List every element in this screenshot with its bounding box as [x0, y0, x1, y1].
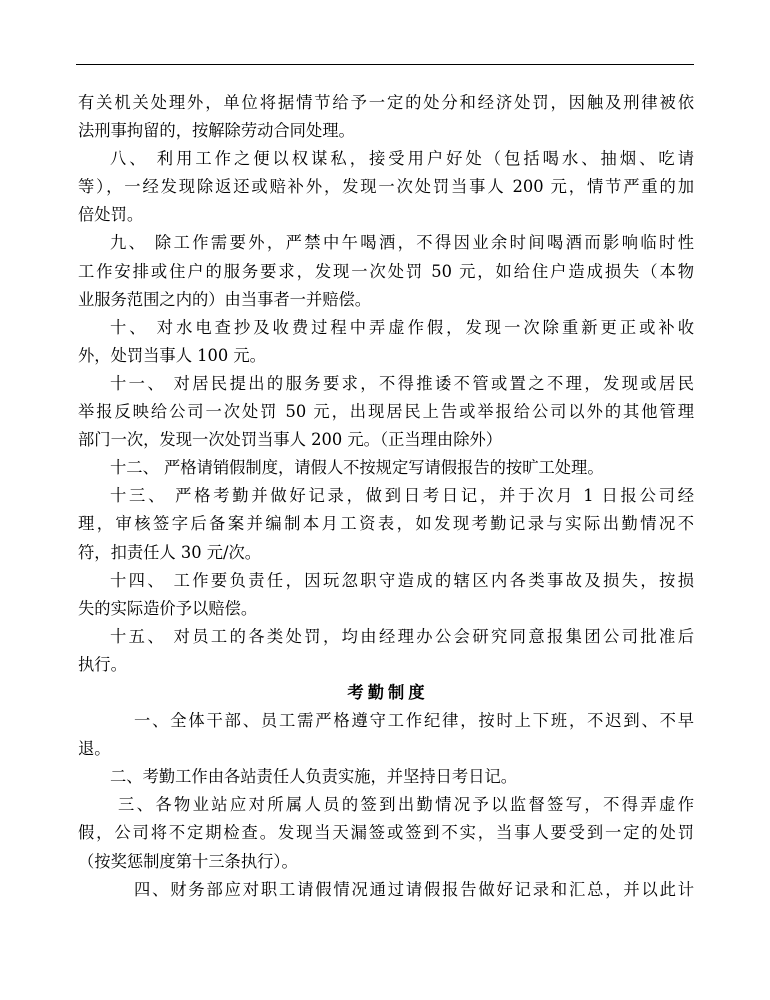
- clause-13-line: 十三、 严格考勤并做好记录，做到日考日记，并于次月 1 日报公司经: [110, 486, 694, 506]
- clause-14-line: 十四、 工作要负责任，因玩忽职守造成的辖区内各类事故及损失，按损: [110, 570, 694, 590]
- clause-12-line: 十二、 严格请销假制度，请假人不按规定写请假报告的按旷工处理。: [110, 458, 604, 478]
- header-rule: [76, 64, 694, 65]
- text-line: 等），一经发现除返还或赔补外，发现一次处罚当事人 200 元，情节严重的加: [78, 177, 694, 197]
- attendance-item-3-line: 三、各物业站应对所属人员的签到出勤情况予以监督签写，不得弄虚作: [118, 795, 694, 815]
- clause-10-line: 十、 对水电查抄及收费过程中弄虚作假，发现一次除重新更正或补收: [110, 317, 694, 337]
- text-line: （按奖惩制度第十三条执行）。: [78, 851, 298, 871]
- document-body: [78, 89, 694, 904]
- text-line: 符，扣责任人 30 元/次。: [78, 542, 262, 562]
- text-line: 理，审核签字后备案并编制本月工资表，如发现考勤记录与实际出勤情况不: [78, 514, 694, 534]
- text-line: 假，公司将不定期检查。发现当天漏签或签到不实，当事人要受到一定的处罚: [78, 823, 694, 843]
- text-line: 退。: [78, 739, 111, 759]
- clause-15-line: 十五、 对员工的各类处罚，均由经理办公会研究同意报集团公司批准后: [110, 626, 694, 646]
- text-line: 法刑事拘留的，按解除劳动合同处理。: [78, 121, 355, 141]
- text-line: 部门一次，发现一次处罚当事人 200 元。（正当理由除外）: [78, 430, 503, 450]
- clause-8-line: 八、 利用工作之便以权谋私，接受用户好处（包括喝水、抽烟、吃请: [110, 149, 694, 169]
- text-line: 外，处罚当事人 100 元。: [78, 345, 266, 365]
- text-line: 举报反映给公司一次处罚 50 元，出现居民上告或举报给公司以外的其他管理: [78, 402, 694, 422]
- clause-9-line: 九、 除工作需要外，严禁中午喝酒，不得因业余时间喝酒而影响临时性: [110, 233, 694, 253]
- text-line: 执行。: [78, 654, 127, 674]
- attendance-item-4-line: 四、财务部应对职工请假情况通过请假报告做好记录和汇总，并以此计: [134, 879, 694, 899]
- attendance-item-1-line: 一、全体干部、员工需严格遵守工作纪律，按时上下班，不迟到、不早: [134, 711, 694, 731]
- section-heading-text: 考勤制度: [347, 682, 429, 702]
- text-line: 有关机关处理外，单位将据情节给予一定的处分和经济处罚，因触及刑律被依: [78, 93, 694, 112]
- text-line: 工作安排或住户的服务要求，发现一次处罚 50 元，如给住户造成损失（本物: [78, 261, 694, 281]
- text-line: 失的实际造价予以赔偿。: [78, 598, 258, 618]
- clause-11-line: 十一、 对居民提出的服务要求，不得推诿不管或置之不理，发现或居民: [110, 373, 694, 393]
- section-heading: [78, 679, 694, 707]
- text-line: 倍处罚。: [78, 205, 144, 225]
- attendance-item-2-line: 二、考勤工作由各站责任人负责实施，并坚持日考日记。: [110, 767, 518, 787]
- text-line: 业服务范围之内的）由当事者一并赔偿。: [78, 289, 372, 309]
